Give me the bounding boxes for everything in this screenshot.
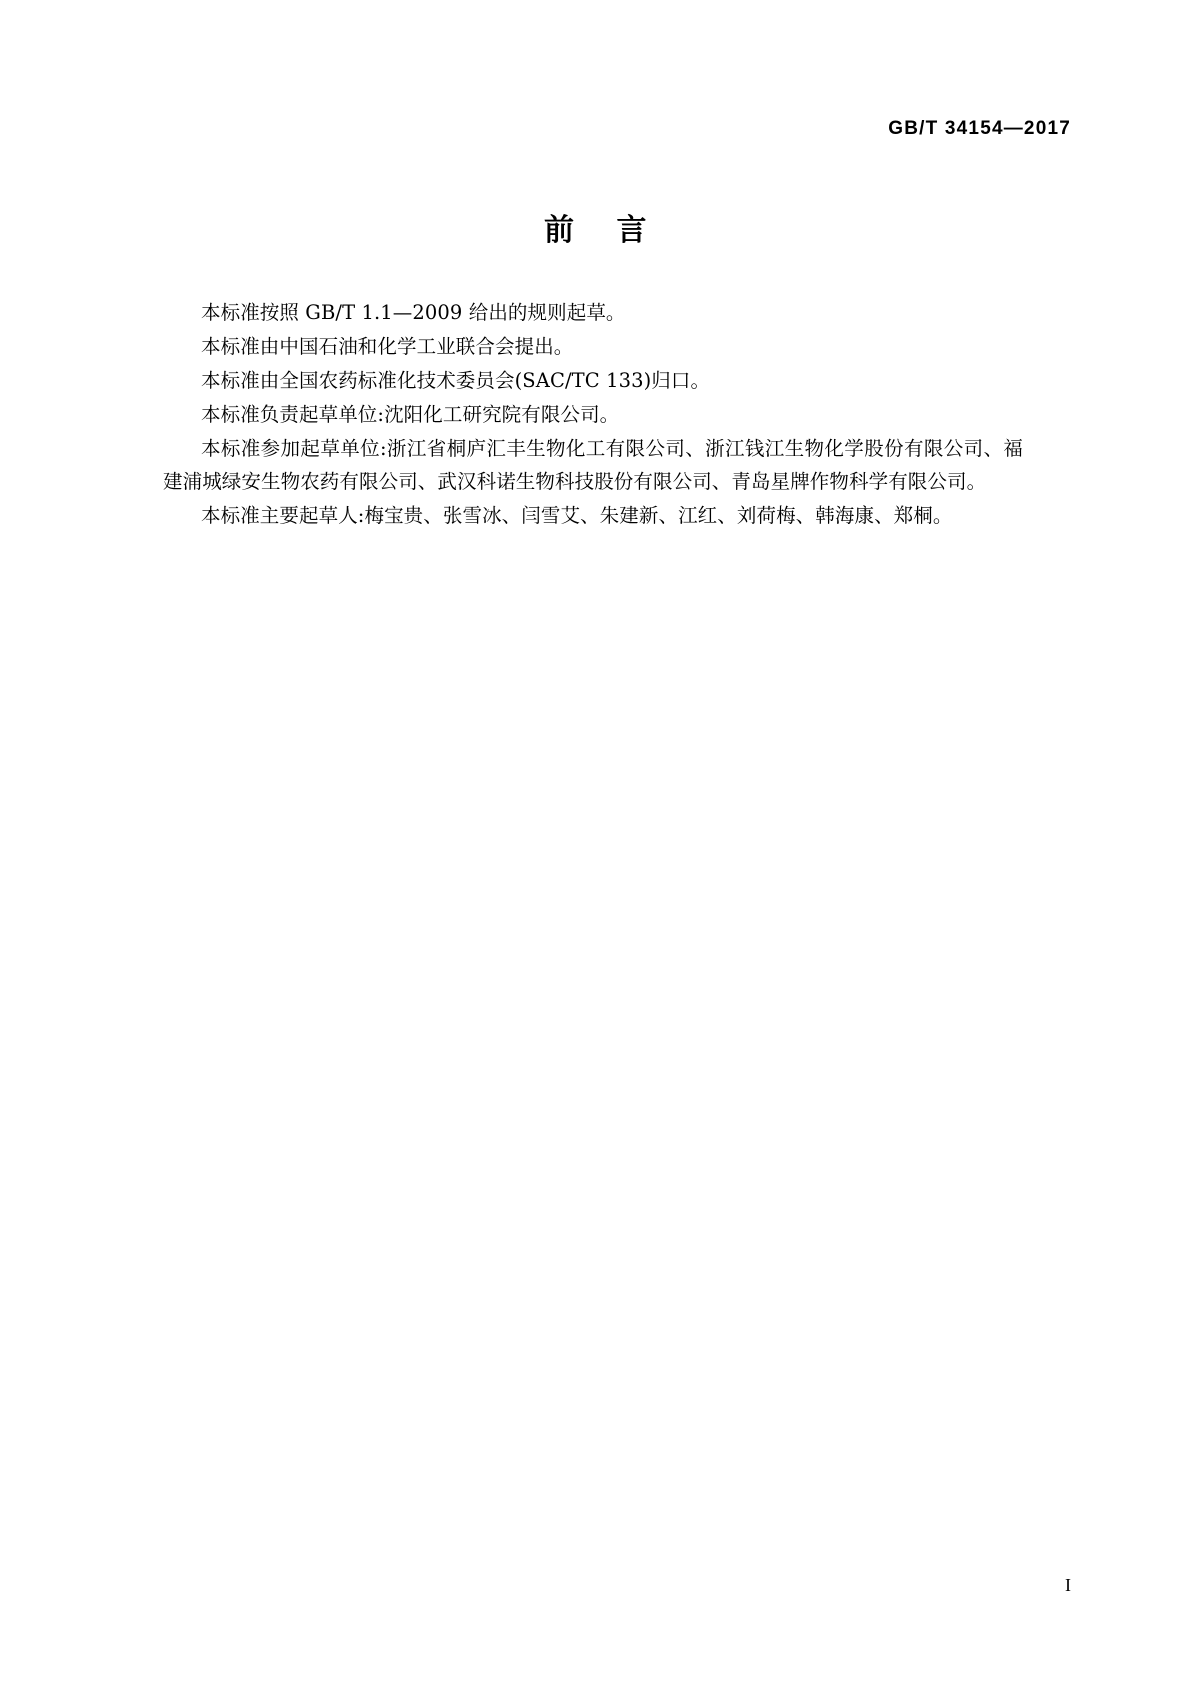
- page-title-char-left: 前: [544, 213, 575, 248]
- foreword-paragraph: 本标准按照 GB/T 1.1—2009 给出的规则起草。: [201, 301, 626, 324]
- foreword-paragraph: 本标准由全国农药标准化技术委员会(SAC/TC 133)归口。: [201, 369, 711, 392]
- foreword-paragraph: 本标准参加起草单位:浙江省桐庐汇丰生物化工有限公司、浙江钱江生物化学股份有限公司、福建浦城绿安生物农药有限公司、武汉科诺生物科技股份有限公司、青岛星牌作物科学有限公司。: [163, 437, 1023, 493]
- foreword-paragraph: 本标准由中国石油和化学工业联合会提出。: [201, 335, 574, 358]
- page-title: [0, 205, 1191, 249]
- foreword-paragraph: 本标准主要起草人:梅宝贵、张雪冰、闫雪艾、朱建新、江红、刘荷梅、韩海康、郑桐。: [201, 504, 953, 527]
- page-title-char-right: 言: [616, 213, 647, 248]
- page-number: I: [1065, 1575, 1071, 1595]
- foreword-body: [163, 296, 1023, 532]
- page-header-standard-code: GB/T 34154—2017: [888, 118, 1071, 139]
- foreword-paragraph: 本标准负责起草单位:沈阳化工研究院有限公司。: [201, 403, 620, 426]
